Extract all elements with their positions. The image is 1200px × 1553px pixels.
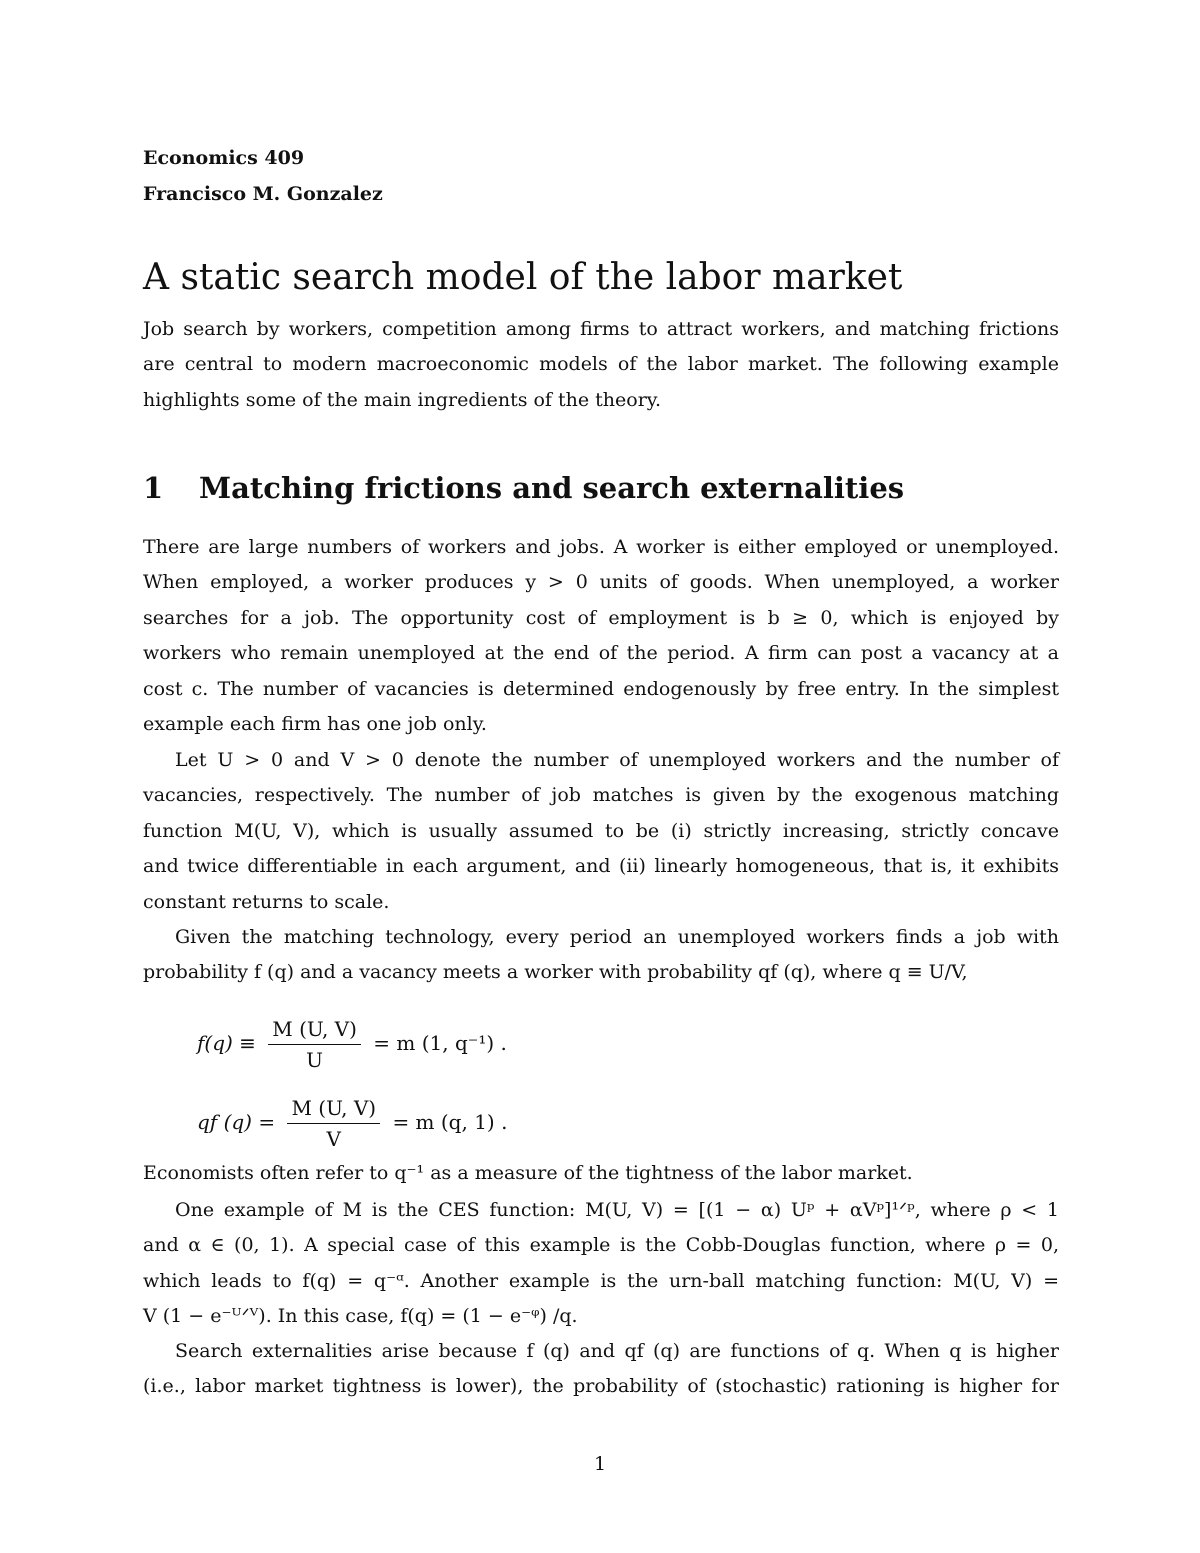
section-heading (143, 468, 904, 508)
text-line: function M(U, V), which is usually assumed to be (i) strictly increasing, strictly concave (143, 819, 1059, 842)
text-line: Job search by workers, competition among firms to attract workers, and matching frictions (143, 318, 1059, 340)
text-line: probability f (q) and a vacancy meets a worker with probability qf (q), where q ≡ U/V, (143, 961, 968, 984)
equation-lhs: f(q) ≡ (197, 1031, 256, 1055)
text-line: There are large numbers of workers and jobs. A worker is either employed or unemployed. (143, 536, 1059, 558)
text-line: Economists often refer to q⁻¹ as a measure of the tightness of the labor market. (143, 1162, 913, 1184)
text-line: highlights some of the main ingredients of the theory. (143, 388, 662, 411)
fraction (287, 1095, 380, 1152)
fraction-numerator: M (U, V) (268, 1016, 361, 1045)
text-line: and α ∈ (0, 1). A special case of this example is the Cobb-Douglas function, where ρ = 0, (143, 1234, 1059, 1257)
text-line: example each firm has one job only. (143, 712, 487, 735)
text-line: V (1 − e⁻ᵁᐟⱽ). In this case, f(q) = (1 − e⁻ᵠ) /q. (143, 1305, 578, 1328)
paragraph-6 (143, 1334, 1059, 1405)
page-number: 1 (593, 1453, 607, 1475)
text-line: are central to modern macroeconomic models of the labor market. The following example (143, 353, 1059, 376)
fraction-numerator: M (U, V) (287, 1095, 380, 1124)
text-line: workers who remain unemployed at the end of the period. A firm can post a vacancy at a (143, 642, 1059, 665)
equation-f-of-q (197, 1016, 507, 1073)
text-line: Let U > 0 and V > 0 denote the number of unemployed workers and the number of (175, 749, 1059, 771)
course-name: Economics 409 (143, 147, 305, 169)
text-line: searches for a job. The opportunity cost of employment is b ≥ 0, which is enjoyed by (143, 606, 1059, 629)
paragraph-1 (143, 530, 1059, 742)
text-line: constant returns to scale. (143, 890, 390, 913)
text-line: which leads to f(q) = q⁻ᵅ. Another example is the urn-ball matching function: M(U, V) = (143, 1269, 1059, 1292)
text-line: vacancies, respectively. The number of job matches is given by the exogenous matching (143, 784, 1059, 807)
paragraph-4 (143, 1156, 1059, 1191)
author-name: Francisco M. Gonzalez (143, 183, 383, 205)
text-line: Given the matching technology, every period an unemployed workers finds a job with (175, 926, 1059, 948)
text-line: (i.e., labor market tightness is lower), the probability of (stochastic) rationing is higher for (143, 1375, 1059, 1398)
fraction-denominator: V (326, 1127, 341, 1151)
equation-rhs: = m (q, 1) . (392, 1110, 508, 1134)
section-number: 1 (143, 471, 164, 505)
paper-title: A static search model of the labor market (143, 257, 903, 298)
section-title: Matching frictions and search externalities (199, 471, 905, 505)
equation-rhs: = m (1, q⁻¹) . (373, 1031, 507, 1055)
fraction-denominator: U (306, 1048, 324, 1072)
paragraph-2 (143, 743, 1059, 920)
text-line: and twice differentiable in each argument, and (ii) linearly homogeneous, that is, it exhibits (143, 855, 1059, 878)
paragraph-5 (143, 1193, 1059, 1335)
equation-qf-of-q (197, 1095, 507, 1152)
text-line: cost c. The number of vacancies is determined endogenously by free entry. In the simplest (143, 677, 1059, 700)
equation-lhs: qf (q) = (197, 1110, 276, 1134)
text-line: Search externalities arise because f (q) and qf (q) are functions of q. When q is higher (175, 1340, 1059, 1362)
text-line: One example of M is the CES function: M(U, V) = [(1 − α) Uᵖ + αVᵖ]¹ᐟᵖ, where ρ < 1 (175, 1199, 1059, 1221)
paragraph-3 (143, 920, 1059, 991)
text-line: When employed, a worker produces y > 0 units of goods. When unemployed, a worker (143, 571, 1059, 594)
intro-paragraph (143, 312, 1059, 418)
fraction (268, 1016, 361, 1073)
